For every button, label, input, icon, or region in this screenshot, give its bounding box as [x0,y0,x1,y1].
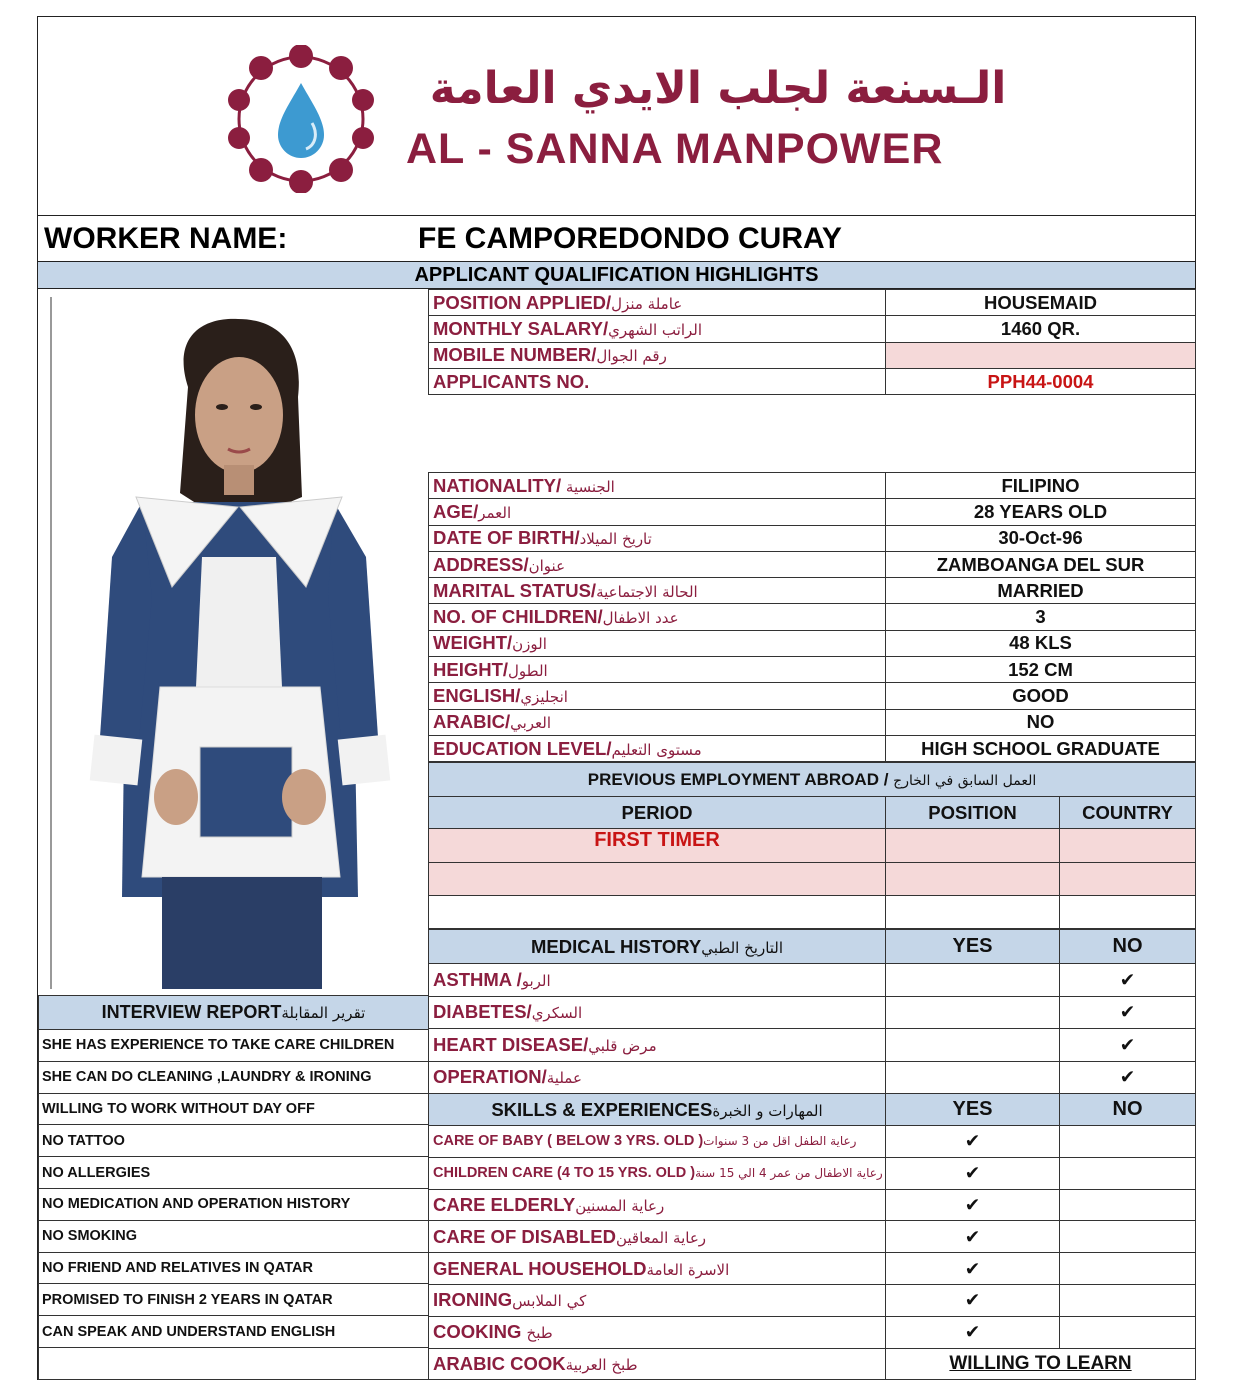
field-value: MARRIED [886,578,1196,604]
employment-period [429,863,886,896]
mobile-number-value [886,342,1196,368]
interview-title: INTERVIEW REPORTتقرير المقابلة [39,996,429,1030]
skill-row [429,1316,1196,1348]
field-value: HIGH SCHOOL GRADUATE [886,735,1196,761]
field-row [429,525,1196,551]
skill-label: GENERAL HOUSEHOLDالاسرة العامة [429,1253,886,1285]
field-label: ARABIC/العربي [429,709,886,735]
skill-row [429,1221,1196,1253]
interview-item [39,1061,429,1093]
interview-item [39,1220,429,1252]
worker-name-label: WORKER NAME: [44,222,288,255]
medical-condition-label: ASTHMA /الربو [429,964,886,997]
skill-yes-cell [886,1221,1060,1253]
skills-title: SKILLS & EXPERIENCESالمهارات و الخبرة [429,1094,886,1126]
employment-position [886,829,1060,863]
skill-label: CARE ELDERLYرعاية المسنين [429,1189,886,1221]
field-row [429,604,1196,630]
company-arabic-name: الـسنعة لجلب الايدي العامة [429,63,1007,114]
field-label: HEIGHT/الطول [429,657,886,683]
field-label: DATE OF BIRTH/تاريخ الميلاد [429,525,886,551]
interview-item [39,1284,429,1316]
skill-yes-cell [886,1316,1060,1348]
qualification-header: APPLICANT QUALIFICATION HIGHLIGHTS [38,262,1195,289]
interview-item-text: NO FRIEND AND RELATIVES IN QATAR [39,1252,429,1284]
check-icon: ✔ [1119,1033,1136,1055]
medical-table [428,929,1196,1094]
biodata-sheet [37,16,1196,1380]
skill-row [429,1126,1196,1158]
medical-no-cell [1060,964,1196,997]
field-label: MOBILE NUMBER/رقم الجوال [429,342,886,368]
check-icon: ✔ [964,1321,981,1343]
field-row [429,657,1196,683]
field-row [429,578,1196,604]
skill-row [429,1284,1196,1316]
skill-label: IRONINGكي الملابس [429,1284,886,1316]
medical-yes-cell [886,1029,1060,1062]
skill-row [429,1348,1196,1380]
employment-period: FIRST TIMER [429,829,886,863]
medical-no-header: NO [1060,930,1196,964]
medical-row [429,996,1196,1029]
medical-row [429,1029,1196,1062]
check-icon: ✔ [1119,1066,1136,1088]
skill-label: CHILDREN CARE (4 TO 15 YRS. OLD )رعاية الاطفال من عمر 4 الي 15 سنة [429,1157,886,1189]
check-icon: ✔ [964,1162,981,1184]
employment-position [886,896,1060,929]
field-value: 30-Oct-96 [886,525,1196,551]
interview-item [39,1316,429,1348]
medical-row [429,964,1196,997]
field-label: POSITION APPLIED/عاملة منزل [429,290,886,316]
medical-title: MEDICAL HISTORYالتاريخ الطبي [429,930,886,964]
field-label: ENGLISH/انجليزي [429,683,886,709]
field-value: 1460 QR. [886,316,1196,342]
check-icon: ✔ [1119,1001,1136,1023]
employment-title: PREVIOUS EMPLOYMENT ABROAD / العمل السابق في الخارج [429,763,1196,797]
field-row [429,683,1196,709]
employment-country [1060,896,1196,929]
interview-item-text: PROMISED TO FINISH 2 YEARS IN QATAR [39,1284,429,1316]
position-header: POSITION [886,797,1060,829]
skill-label: CARE OF BABY ( BELOW 3 YRS. OLD )رعاية الطفل اقل من 3 سنوات [429,1126,886,1158]
medical-yes-cell [886,996,1060,1029]
skills-table [428,1093,1196,1380]
skills-yes-header: YES [886,1094,1060,1126]
field-label: MONTHLY SALARY/الراتب الشهري [429,316,886,342]
skill-no-cell [1060,1126,1196,1158]
field-value: HOUSEMAID [886,290,1196,316]
field-value: 3 [886,604,1196,630]
field-value: GOOD [886,683,1196,709]
interview-item [39,1252,429,1284]
field-row [429,735,1196,761]
field-row [429,342,1196,368]
field-value: 28 YEARS OLD [886,499,1196,525]
medical-condition-label: DIABETES/السكري [429,996,886,1029]
field-value: FILIPINO [886,473,1196,499]
field-row [429,368,1196,394]
employment-position [886,863,1060,896]
skill-row [429,1189,1196,1221]
skill-no-cell [1060,1253,1196,1285]
check-icon: ✔ [964,1130,981,1152]
field-row [429,499,1196,525]
interview-item-text [39,1347,429,1379]
field-row [429,473,1196,499]
skill-label: ARABIC COOKطبخ العربية [429,1348,886,1380]
medical-condition-label: OPERATION/عملية [429,1061,886,1094]
check-icon: ✔ [964,1193,981,1215]
skill-yes-cell [886,1189,1060,1221]
personal-fields-table [428,472,1196,762]
field-value: 152 CM [886,657,1196,683]
skills-no-header: NO [1060,1094,1196,1126]
interview-item [39,1030,429,1062]
check-icon: ✔ [964,1257,981,1279]
skill-yes-cell [886,1157,1060,1189]
interview-item-text: SHE HAS EXPERIENCE TO TAKE CARE CHILDREN [39,1030,429,1062]
interview-item-text: NO MEDICATION AND OPERATION HISTORY [39,1188,429,1220]
field-label: AGE/العمر [429,499,886,525]
skill-no-cell [1060,1221,1196,1253]
employment-country [1060,863,1196,896]
field-row [429,316,1196,342]
interview-item [39,1157,429,1189]
field-label: NO. OF CHILDREN/عدد الاطفال [429,604,886,630]
medical-yes-cell [886,1061,1060,1094]
applicant-photo [50,297,422,989]
field-row [429,630,1196,656]
interview-item-text: WILLING TO WORK WITHOUT DAY OFF [39,1093,429,1125]
field-value: 48 KLS [886,630,1196,656]
field-label: MARITAL STATUS/الحالة الاجتماعية [429,578,886,604]
willing-to-learn: WILLING TO LEARN [886,1348,1196,1380]
skill-yes-cell [886,1126,1060,1158]
period-header: PERIOD [429,797,886,829]
field-value: ZAMBOANGA DEL SUR [886,551,1196,577]
field-label: WEIGHT/الوزن [429,630,886,656]
field-label: ADDRESS/عنوان [429,551,886,577]
water-drop-ring-logo-icon [220,45,382,193]
field-label: EDUCATION LEVEL/مستوى التعليم [429,735,886,761]
company-name: AL - SANNA MANPOWER [406,125,944,173]
skill-no-cell [1060,1157,1196,1189]
medical-no-cell [1060,1029,1196,1062]
interview-item-text: NO TATTOO [39,1125,429,1157]
medical-no-cell [1060,996,1196,1029]
check-icon: ✔ [964,1225,981,1247]
skill-no-cell [1060,1284,1196,1316]
skill-row [429,1253,1196,1285]
applicant-number-value: PPH44-0004 [886,368,1196,394]
interview-item [39,1093,429,1125]
worker-name: FE CAMPOREDONDO CURAY [418,222,842,255]
check-icon: ✔ [964,1289,981,1311]
interview-item [39,1188,429,1220]
top-fields-table [428,289,1196,395]
skill-yes-cell [886,1284,1060,1316]
medical-condition-label: HEART DISEASE/مرض قلبي [429,1029,886,1062]
field-value: NO [886,709,1196,735]
employment-period [429,896,886,929]
field-row [429,290,1196,316]
skill-row [429,1157,1196,1189]
medical-yes-cell [886,964,1060,997]
worker-name-row [38,216,1195,262]
field-label: NATIONALITY/ الجنسية [429,473,886,499]
interview-item [39,1125,429,1157]
field-row [429,551,1196,577]
interview-item-text: SHE CAN DO CLEANING ,LAUNDRY & IRONING [39,1061,429,1093]
medical-row [429,1061,1196,1094]
skill-no-cell [1060,1316,1196,1348]
interview-item-text: NO ALLERGIES [39,1157,429,1189]
skill-label: COOKING طبخ [429,1316,886,1348]
medical-no-cell [1060,1061,1196,1094]
employment-country [1060,829,1196,863]
interview-item [39,1347,429,1379]
skill-label: CARE OF DISABLEDرعاية المعاقين [429,1221,886,1253]
field-label: APPLICANTS NO. [429,368,886,394]
medical-yes-header: YES [886,930,1060,964]
country-header: COUNTRY [1060,797,1196,829]
interview-item-text: NO SMOKING [39,1220,429,1252]
skill-no-cell [1060,1189,1196,1221]
field-row [429,709,1196,735]
interview-table [38,995,429,1380]
skill-yes-cell [886,1253,1060,1285]
interview-item-text: CAN SPEAK AND UNDERSTAND ENGLISH [39,1316,429,1348]
company-header [38,17,1195,216]
employment-table [428,762,1196,929]
check-icon: ✔ [1119,968,1136,990]
